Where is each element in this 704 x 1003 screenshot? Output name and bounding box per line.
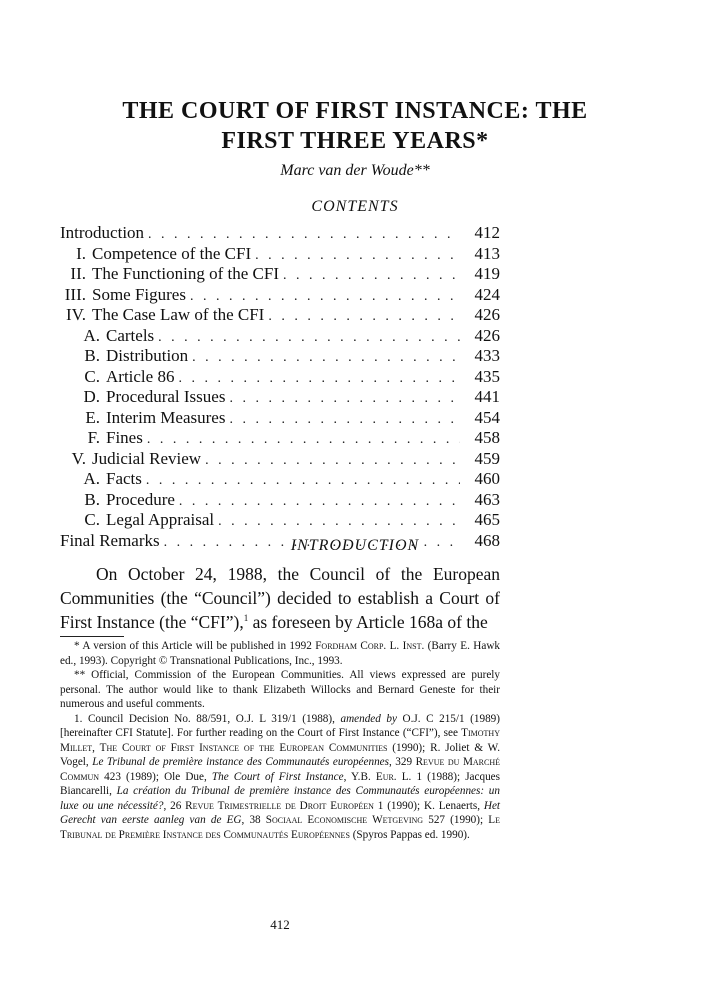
toc-entry (60, 428, 500, 449)
footnote-1: 1. Council Decision No. 88/591, O.J. L 319/1 (1988), amended by O.J. C 215/1 (1989) [hereinafter CFI Statute]. For further reading on the Court of First Instance (“CFI”), see Timothy Millet, The Court of First Instance of the European Communities (1990); R. Joliet & W. Vogel, Le Tribunal de première instance des Communautés européennes, 329 Revue du Marché Commun 423 (1989); Ole Due, The Court of First Instance, Y.B. Eur. L. 1 (1988); Jacques Biancarelli, La création du Tribunal de première instance des Communautés européennes: un luxe ou une nécessité?, 26 Revue Trimestrielle de Droit Européen 1 (1990); K. Lenaerts, Het Gerecht van eerste aanleg van de EG, 38 Sociaal Economische Wetgeving 527 (1990); Le Tribunal de Première Instance des Communautés Européennes (Spyros Pappas ed. 1990). (60, 712, 501, 841)
toc-leader-dots (229, 412, 460, 428)
toc-entry-label: Legal Appraisal (106, 510, 215, 529)
toc-entry-label: Article 86 (106, 366, 175, 386)
toc-leader-dots (218, 514, 460, 530)
toc-entry (60, 449, 500, 470)
toc-entry-number: II. (70, 264, 86, 283)
toc-leader-dots (268, 309, 460, 325)
toc-entry-number: B. (84, 489, 100, 509)
toc-entry (60, 346, 500, 367)
footnote-star: * A version of this Article will be published in 1992 Fordham Corp. L. Inst. (Barry E. Hawk ed., 1993). Copyright © Transnational Publications, Inc., 1993. (60, 640, 501, 667)
toc-entry-label: Some Figures (92, 284, 186, 304)
toc-leader-dots (192, 350, 460, 366)
toc-entry-page: 454 (474, 407, 500, 427)
introduction-paragraph (60, 562, 500, 634)
intro-text-b: as foreseen by Article 168a of the (248, 612, 488, 632)
toc-entry-page: 426 (474, 305, 500, 324)
toc-entry-label: Interim Measures (106, 407, 226, 427)
toc-entry-number: D. (83, 387, 100, 406)
toc-entry-number: III. (64, 284, 86, 304)
toc-entry-number: A. (83, 469, 100, 488)
toc-leader-dots (146, 473, 460, 489)
toc-entry-page: 441 (474, 387, 500, 406)
footnote-ref-1: 1 (243, 613, 249, 624)
toc-entry-label: Cartels (106, 325, 155, 345)
toc-entry (60, 387, 500, 408)
toc-entry-page: 458 (474, 428, 500, 447)
contents-heading: CONTENTS (311, 198, 399, 215)
toc-entry-label: Introduction (60, 223, 145, 242)
intro-text-a: On October 24, 1988, the Council of the European Communities (the “Council”) decided to establish a Court of First Instance (the “CFI”), (60, 564, 500, 632)
toc-entry-number: B. (84, 346, 100, 365)
toc-entry-number: C. (84, 510, 100, 529)
footnotes (60, 639, 500, 842)
toc-leader-dots (255, 248, 460, 264)
toc-leader-dots (178, 371, 460, 387)
toc-entry-label: Procedure (106, 489, 175, 509)
toc-entry-page: 465 (474, 510, 500, 529)
toc-entry (60, 469, 500, 490)
toc-entry-page: 435 (474, 366, 500, 386)
toc-entry-page: 426 (474, 325, 500, 345)
toc-entry-number: C. (84, 366, 100, 386)
toc-entry-page: 460 (474, 469, 500, 488)
toc-entry (60, 223, 500, 244)
toc-entry-page: 413 (474, 243, 500, 263)
toc-entry-number: E. (85, 407, 100, 427)
article-title-line-2: FIRST THREE YEARS* (221, 128, 489, 154)
toc-entry-label: Competence of the CFI (92, 243, 252, 263)
toc-entry-page: 459 (474, 448, 500, 468)
introduction-heading: INTRODUCTION (290, 537, 420, 554)
toc-leader-dots (147, 432, 460, 448)
toc-entry (60, 285, 500, 306)
toc-entry-label: Judicial Review (92, 448, 202, 468)
toc-entry (60, 264, 500, 285)
toc-leader-dots (283, 268, 460, 284)
page-number: 412 (270, 917, 290, 932)
toc-entry-number: F. (87, 428, 100, 447)
toc-leader-dots (205, 453, 460, 469)
toc-entry-label: The Functioning of the CFI (92, 264, 279, 283)
toc-entry (60, 305, 500, 326)
toc-entry-number: IV. (66, 305, 86, 324)
toc-entry-label: Procedural Issues (106, 387, 226, 406)
toc-entry-number: V. (71, 448, 86, 468)
toc-entry (60, 367, 500, 388)
toc-entry-label: Fines (106, 428, 143, 447)
toc-entry-number: I. (76, 243, 86, 263)
toc-entry (60, 244, 500, 265)
toc-leader-dots (190, 289, 460, 305)
toc-entry-label: Final Remarks (60, 530, 160, 550)
toc-entry-page: 468 (474, 530, 500, 550)
toc-entry-label: The Case Law of the CFI (92, 305, 265, 324)
toc-leader-dots (179, 494, 460, 510)
toc-leader-dots (148, 227, 460, 243)
toc-entry-page: 433 (474, 346, 500, 365)
author-byline: Marc van der Woude** (280, 162, 430, 179)
toc-entry (60, 408, 500, 429)
toc-entry-number: A. (83, 325, 100, 345)
table-of-contents (60, 223, 500, 551)
footnote-rule (60, 636, 124, 637)
footnote-double-star: ** Official, Commission of the European Communities. All views expressed are purely personal. The author would like to thank Elizabeth Willocks and Bernard Geneste for their numerous and useful comments. (60, 669, 500, 710)
toc-entry-page: 463 (474, 489, 500, 509)
toc-entry-page: 412 (474, 223, 500, 242)
toc-entry-label: Facts (106, 469, 142, 488)
toc-leader-dots (229, 391, 460, 407)
toc-entry (60, 510, 500, 531)
article-title-line-1: THE COURT OF FIRST INSTANCE: THE (122, 98, 588, 124)
toc-entry (60, 326, 500, 347)
toc-entry-label: Distribution (106, 346, 189, 365)
toc-entry (60, 490, 500, 511)
toc-entry-page: 419 (474, 264, 500, 283)
toc-leader-dots (158, 330, 460, 346)
toc-entry-page: 424 (474, 284, 500, 304)
